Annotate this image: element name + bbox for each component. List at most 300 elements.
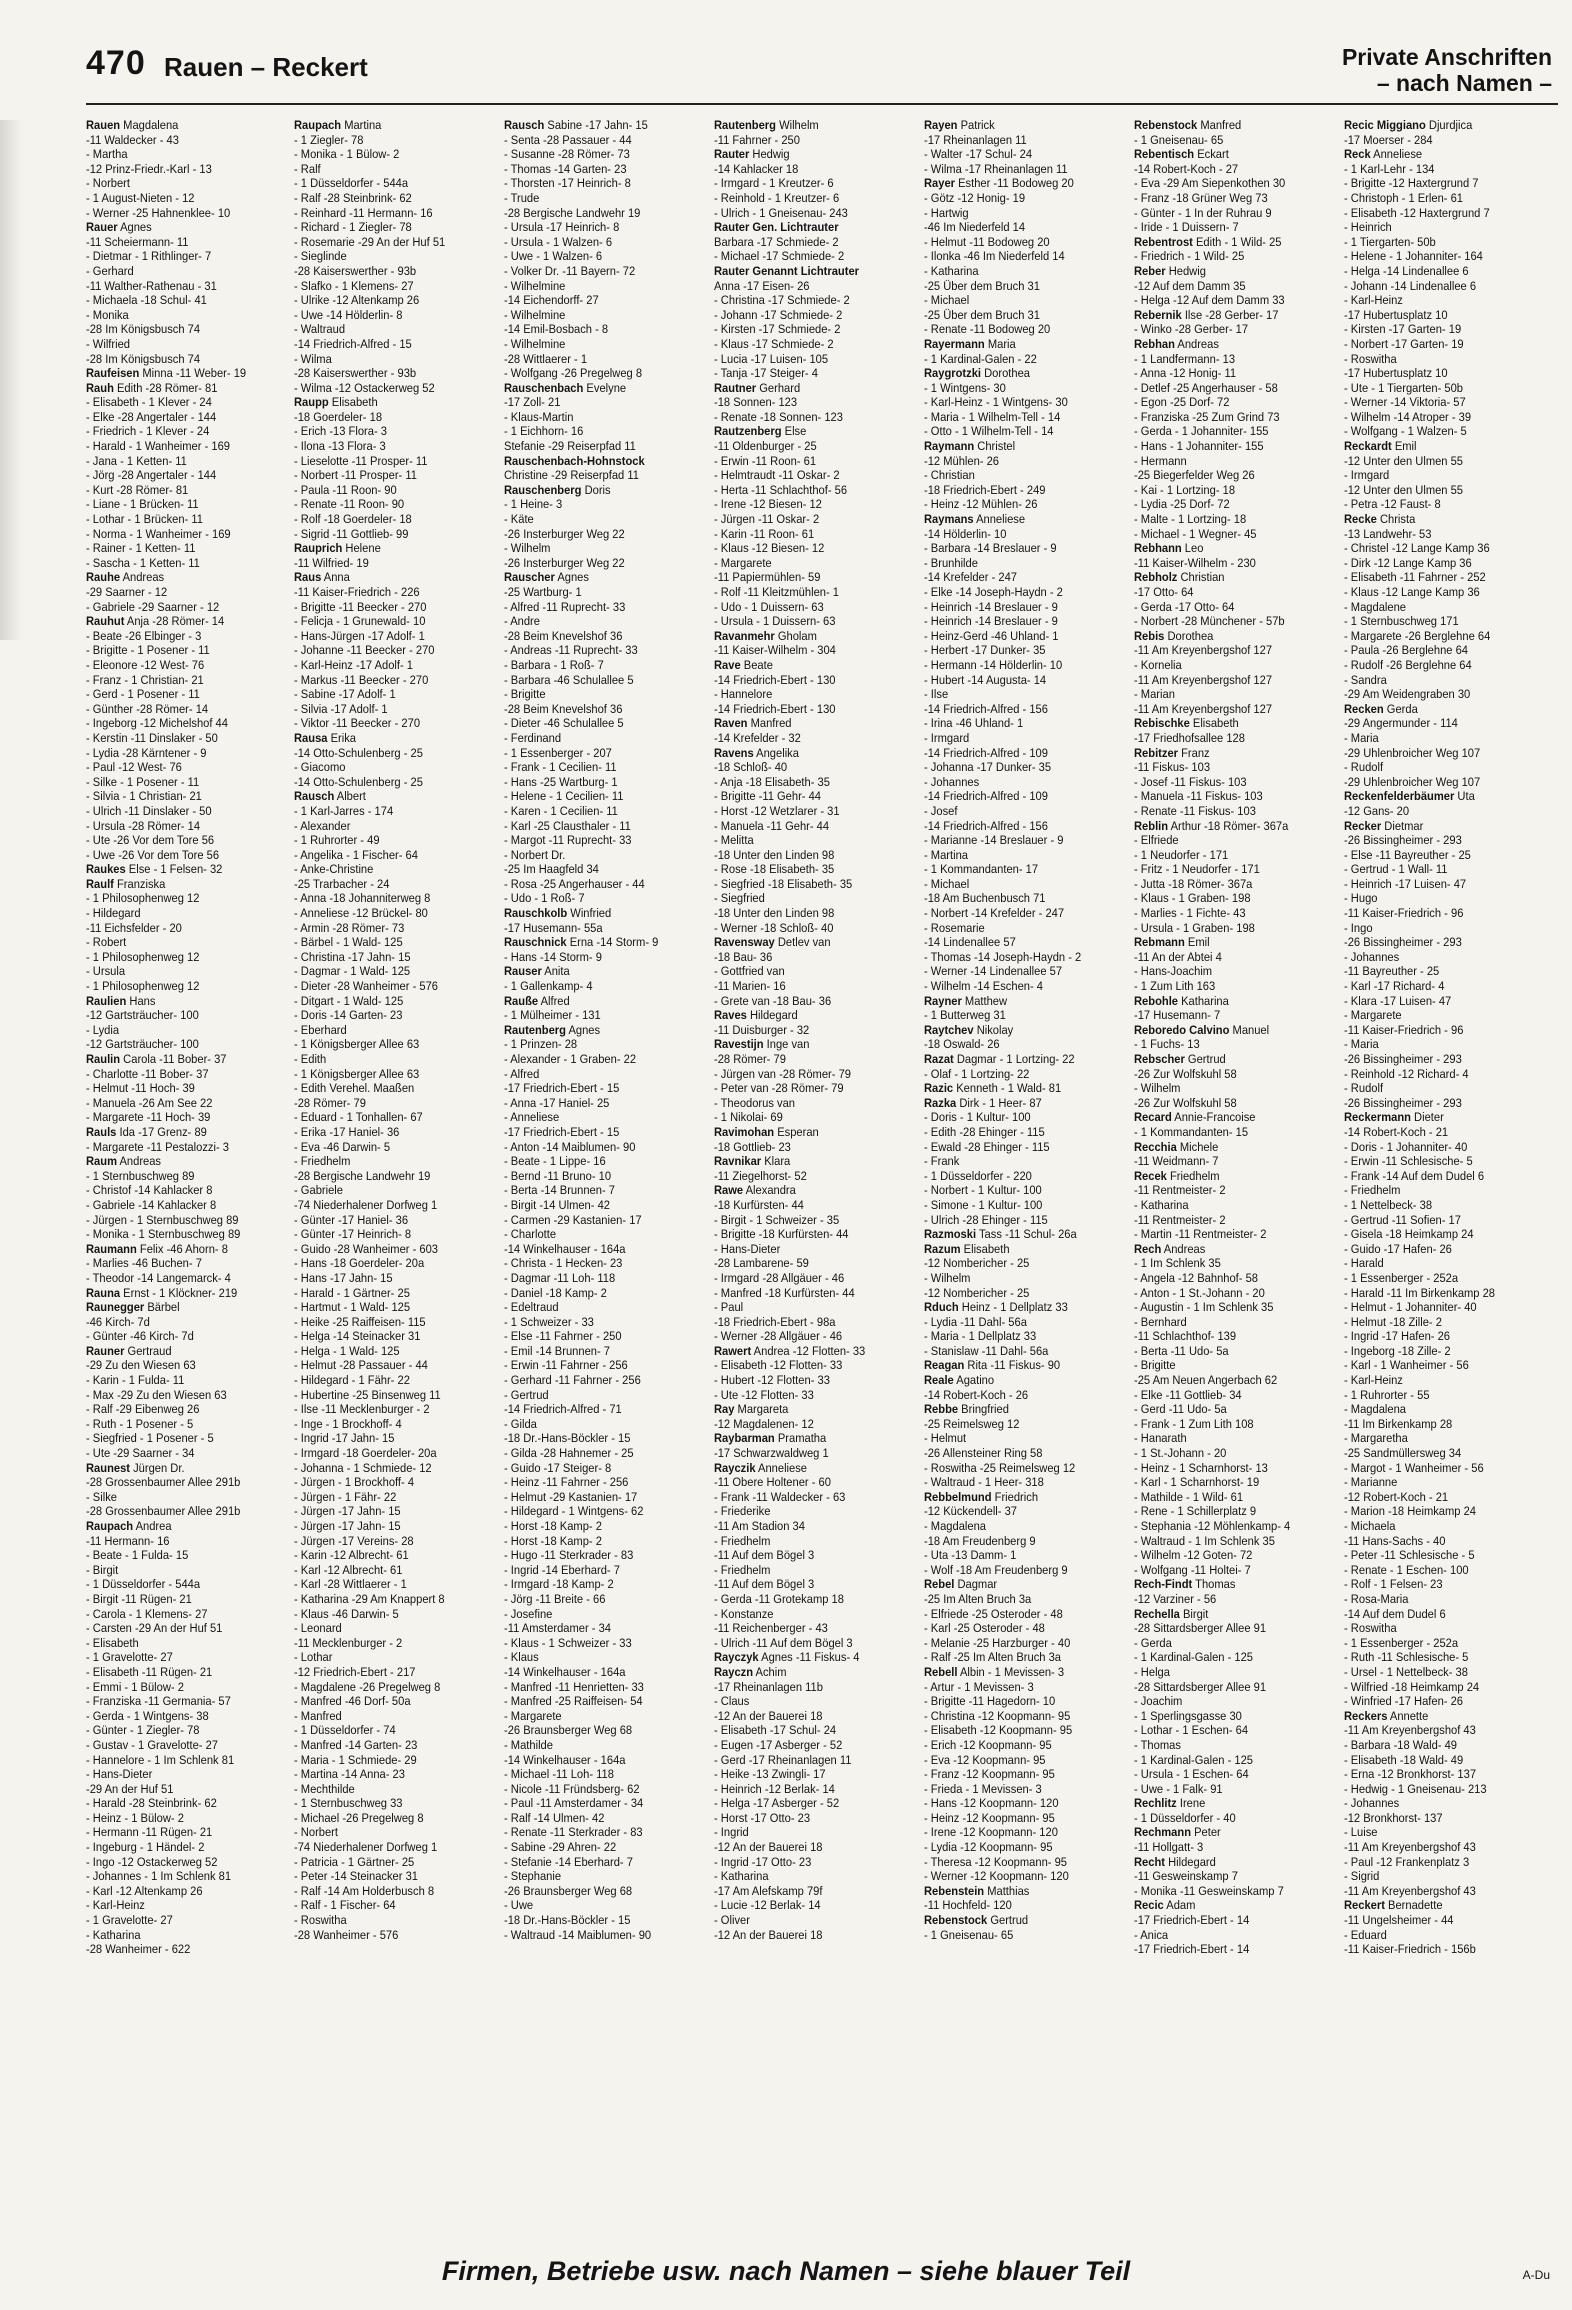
directory-entry xyxy=(1134,1227,1330,1242)
entry-text: -14 Friedrich-Alfred - 15 xyxy=(294,336,412,351)
entry-text: - Irmgard -18 Goerdeler- 20a xyxy=(294,1446,437,1461)
entry-text: - Alfred xyxy=(504,1066,540,1081)
directory-entry xyxy=(714,1081,910,1096)
directory-entry xyxy=(1344,614,1540,629)
entry-text: - 1 Wintgens- 30 xyxy=(924,380,1006,395)
directory-entry xyxy=(714,1052,910,1067)
entry-text: - Günter -17 Heinrich- 8 xyxy=(294,1227,412,1242)
directory-entry xyxy=(504,1329,700,1344)
entry-text: -11 Fiskus- 103 xyxy=(1134,760,1211,775)
directory-entry xyxy=(86,308,282,323)
directory-entry xyxy=(1344,1300,1540,1315)
directory-entry xyxy=(1134,1621,1330,1636)
surname-heading: Raygrotzki xyxy=(924,366,982,381)
entry-text: - Johanna -17 Dunker- 35 xyxy=(924,760,1052,775)
entry-text: -14 Lindenallee 57 xyxy=(924,935,1016,950)
entry-text: -11 Hermann- 16 xyxy=(86,1533,170,1548)
directory-entry xyxy=(1134,556,1330,571)
directory-entry xyxy=(86,1913,282,1928)
directory-entry xyxy=(924,439,1120,454)
entry-text: Gertrud xyxy=(987,1913,1029,1928)
entry-text: -18 Unter den Linden 98 xyxy=(714,906,835,921)
directory-entry xyxy=(1344,731,1540,746)
directory-entry xyxy=(294,1811,490,1826)
entry-text: -11 Reichenberger - 43 xyxy=(714,1621,828,1636)
directory-entry xyxy=(1134,658,1330,673)
directory-entry xyxy=(924,1169,1120,1184)
directory-entry xyxy=(294,337,490,352)
directory-entry xyxy=(1344,322,1540,337)
directory-entry xyxy=(1344,308,1540,323)
directory-entry xyxy=(1134,1154,1330,1169)
surname-heading: Raulin xyxy=(86,1052,121,1066)
directory-entry xyxy=(1134,833,1330,848)
directory-entry xyxy=(924,1811,1120,1826)
entry-text: - Hans-Dieter xyxy=(714,1241,781,1256)
directory-entry xyxy=(714,1169,910,1184)
entry-text: - 1 Heine- 3 xyxy=(504,497,563,512)
directory-entry xyxy=(504,279,700,294)
entry-text: Christian xyxy=(1177,570,1225,585)
directory-entry xyxy=(294,804,490,819)
directory-entry xyxy=(1134,570,1330,585)
directory-entry xyxy=(86,1855,282,1870)
directory-entry xyxy=(504,118,700,133)
entry-text: -14 Krefelder - 32 xyxy=(714,730,801,745)
entry-text: - Johanna - 1 Schmiede- 12 xyxy=(294,1460,432,1475)
entry-text: - Johannes xyxy=(1344,1796,1400,1811)
directory-entry xyxy=(86,1650,282,1665)
directory-entry xyxy=(1344,1052,1540,1067)
entry-text: - Margarete -26 Berglehne 64 xyxy=(1344,628,1491,643)
entry-text: -25 Biegerfelder Weg 26 xyxy=(1134,468,1255,483)
directory-entry xyxy=(504,1563,700,1578)
entry-text: - Ralf -14 Ulmen- 42 xyxy=(504,1810,605,1825)
entry-text: -14 Emil-Bosbach - 8 xyxy=(504,322,609,337)
directory-entry xyxy=(1344,1577,1540,1592)
directory-entry xyxy=(924,264,1120,279)
entry-text: Magdalena xyxy=(120,118,179,132)
directory-entry xyxy=(924,1242,1120,1257)
entry-text: Gertraud xyxy=(124,1343,172,1358)
entry-text: -12 Gans- 20 xyxy=(1344,803,1410,818)
entry-text: -25 Über dem Bruch 31 xyxy=(924,278,1040,293)
directory-entry xyxy=(86,731,282,746)
directory-entry xyxy=(714,1738,910,1753)
directory-entry xyxy=(1134,1081,1330,1096)
surname-heading: Razat xyxy=(924,1052,954,1066)
directory-entry xyxy=(504,176,700,191)
surname-heading: Rauhut xyxy=(86,614,125,629)
directory-entry xyxy=(924,921,1120,936)
surname-heading: Ravanmehr xyxy=(714,628,775,643)
surname-heading: Ray xyxy=(714,1402,735,1417)
entry-text: - Heinrich -14 Breslauer - 9 xyxy=(924,614,1058,629)
entry-text: - Stephania -12 Möhlenkamp- 4 xyxy=(1134,1519,1291,1533)
entry-text: -14 Robert-Koch - 26 xyxy=(924,1387,1029,1402)
directory-entry xyxy=(1134,527,1330,542)
directory-entry xyxy=(714,1723,910,1738)
directory-entry xyxy=(294,293,490,308)
directory-entry xyxy=(924,1548,1120,1563)
directory-entry xyxy=(294,381,490,396)
directory-entry xyxy=(86,1592,282,1607)
entry-text: - 1 Zum Lith 163 xyxy=(1134,979,1216,994)
entry-text: - Kai - 1 Lortzing- 18 xyxy=(1134,482,1236,497)
entry-text: Matthew xyxy=(961,993,1008,1008)
entry-text: - Götz -12 Honig- 19 xyxy=(924,190,1026,205)
directory-entry xyxy=(1134,176,1330,191)
directory-entry xyxy=(714,556,910,571)
entry-text: - 1 Königsberger Allee 63 xyxy=(294,1066,420,1081)
entry-text: - Bernhard xyxy=(1134,1314,1187,1329)
footer-code: A-Du xyxy=(1522,2268,1550,2282)
entry-text: - Friedrich - 1 Klever - 24 xyxy=(86,424,210,439)
directory-entry xyxy=(1344,220,1540,235)
directory-entry xyxy=(1134,162,1330,177)
surname-heading: Rebohle xyxy=(1134,993,1179,1008)
directory-entry xyxy=(504,249,700,264)
entry-text: - Wilma -12 Ostackerweg 52 xyxy=(294,380,435,395)
entry-text: - Wolfgang -26 Pregelweg 8 xyxy=(504,366,643,381)
directory-entry xyxy=(1344,979,1540,994)
surname-heading: Rauter Gen. Lichtrauter xyxy=(714,220,839,235)
entry-text: - Wilhelm -14 Atroper - 39 xyxy=(1344,409,1472,424)
entry-text: - Uwe - 1 Walzen- 6 xyxy=(504,249,603,264)
directory-entry xyxy=(924,1840,1120,1855)
entry-text: Hedwig xyxy=(749,147,790,162)
directory-entry xyxy=(1134,1884,1330,1899)
surname-heading: Rauschkolb xyxy=(504,906,568,921)
entry-text: - Harald - 1 Gärtner- 25 xyxy=(294,1285,410,1300)
entry-text: Dieter xyxy=(1410,1110,1444,1125)
entry-text: -14 Friedrich-Alfred - 156 xyxy=(924,701,1048,716)
directory-entry xyxy=(1134,1636,1330,1651)
directory-entry xyxy=(294,424,490,439)
entry-text: - Ferdinand xyxy=(504,730,562,745)
surname-heading: Recic Miggiano xyxy=(1344,118,1426,132)
entry-text: Beate xyxy=(740,657,773,672)
directory-entry xyxy=(504,483,700,498)
directory-entry xyxy=(1344,147,1540,162)
directory-entry xyxy=(504,1811,700,1826)
entry-text: - Max -29 Zu den Wiesen 63 xyxy=(86,1387,227,1402)
directory-entry xyxy=(924,1154,1120,1169)
directory-entry xyxy=(924,293,1120,308)
directory-entry xyxy=(504,673,700,688)
directory-entry xyxy=(714,1577,910,1592)
entry-text: - Inge - 1 Brockhoff- 4 xyxy=(294,1416,402,1431)
entry-text: - 1 Gravelotte- 27 xyxy=(86,1913,173,1928)
directory-entry xyxy=(924,1037,1120,1052)
entry-text: - Helmut xyxy=(924,1431,967,1446)
directory-entry xyxy=(1134,118,1330,133)
directory-entry xyxy=(1344,1183,1540,1198)
directory-entry xyxy=(714,789,910,804)
directory-entry xyxy=(924,497,1120,512)
directory-entry xyxy=(714,1183,910,1198)
entry-text: - Frank - 1 Zum Lith 108 xyxy=(1134,1416,1254,1431)
directory-entry xyxy=(1344,1169,1540,1184)
directory-entry xyxy=(1134,1315,1330,1330)
directory-entry xyxy=(294,1344,490,1359)
entry-text: - Hans-Joachim xyxy=(1134,964,1213,979)
entry-text: - Norbert xyxy=(294,1825,339,1840)
entry-text: - Irene -12 Biesen- 12 xyxy=(714,497,822,512)
entry-text: - Barbara -14 Breslauer - 9 xyxy=(924,541,1057,556)
entry-text: - Paul -12 Frankenplatz 3 xyxy=(1344,1854,1470,1869)
directory-entry xyxy=(294,279,490,294)
entry-text: - Ingeborg -18 Zille- 2 xyxy=(1344,1343,1451,1358)
directory-entry xyxy=(1134,994,1330,1009)
entry-text: - Heinrich xyxy=(1344,220,1392,235)
entry-text: -11 Schlachthof- 139 xyxy=(1134,1329,1237,1344)
directory-entry xyxy=(924,1592,1120,1607)
entry-text: - Peter van -28 Römer- 79 xyxy=(714,1081,844,1096)
directory-entry xyxy=(714,322,910,337)
surname-heading: Raupach xyxy=(86,1519,134,1533)
entry-text: - Sascha - 1 Ketten- 11 xyxy=(86,555,200,570)
directory-entry xyxy=(504,687,700,702)
directory-entry xyxy=(294,1096,490,1111)
entry-text: - 1 Düsseldorfer - 220 xyxy=(924,1168,1032,1183)
entry-text: - Anton - 1 St.-Johann - 20 xyxy=(1134,1285,1265,1300)
directory-entry xyxy=(1344,1869,1540,1884)
directory-entry xyxy=(1134,716,1330,731)
entry-text: - Helga -17 Asberger - 52 xyxy=(714,1796,840,1811)
entry-text: - Edith xyxy=(294,1052,327,1066)
surname-heading: Raymann xyxy=(924,439,975,454)
directory-entry xyxy=(714,541,910,556)
directory-entry xyxy=(714,1286,910,1301)
entry-text: - Gerda xyxy=(1134,1635,1172,1650)
directory-entry xyxy=(294,673,490,688)
entry-text: -17 Schwarzwaldweg 1 xyxy=(714,1446,829,1461)
directory-entry xyxy=(294,1140,490,1155)
entry-text: - Martin -11 Rentmeister- 2 xyxy=(1134,1227,1267,1242)
directory-entry xyxy=(1344,497,1540,512)
directory-entry xyxy=(1344,395,1540,410)
directory-entry xyxy=(924,1475,1120,1490)
directory-entry xyxy=(714,716,910,731)
surname-heading: Rauhe xyxy=(86,570,121,585)
entry-text: - Anica xyxy=(1134,1927,1169,1942)
entry-text: -11 Am Kreyenbergshof 127 xyxy=(1134,643,1273,658)
entry-text: - Hugo -11 Sterkrader - 83 xyxy=(504,1548,634,1563)
entry-text: - Franziska -25 Zum Grind 73 xyxy=(1134,409,1280,424)
directory-entry xyxy=(924,775,1120,790)
directory-entry xyxy=(294,527,490,542)
entry-text: Friedrich xyxy=(991,1489,1039,1504)
entry-text: - Hildegard - 1 Wintgens- 62 xyxy=(504,1504,644,1519)
entry-text: - Hanarath xyxy=(1134,1431,1187,1446)
directory-entry xyxy=(86,1519,282,1534)
entry-text: - Iride - 1 Duissern- 7 xyxy=(1134,220,1239,235)
entry-text: - Konstanze xyxy=(714,1606,774,1621)
directory-entry xyxy=(1344,264,1540,279)
directory-entry xyxy=(1344,1738,1540,1753)
entry-text: - Erna -12 Bronkhorst- 137 xyxy=(1344,1767,1477,1782)
entry-text: Inge van xyxy=(763,1037,810,1052)
entry-text: Albin - 1 Mevissen- 3 xyxy=(957,1664,1065,1679)
directory-entry xyxy=(924,556,1120,571)
directory-entry xyxy=(504,1213,700,1228)
surname-heading: Rechmann xyxy=(1134,1825,1192,1840)
entry-text: -14 Friedrich-Ebert - 130 xyxy=(714,672,836,687)
directory-entry xyxy=(924,994,1120,1009)
entry-text: Elisabeth xyxy=(328,395,378,410)
directory-entry xyxy=(294,1548,490,1563)
directory-entry xyxy=(1344,994,1540,1009)
directory-entry xyxy=(714,819,910,834)
directory-entry xyxy=(294,906,490,921)
entry-text: - 1 Essenberger - 252a xyxy=(1344,1270,1459,1285)
entry-text: - Klaus - 1 Schweizer - 33 xyxy=(504,1635,632,1650)
directory-entry xyxy=(924,176,1120,191)
directory-entry xyxy=(294,1183,490,1198)
entry-text: - Gerda - 1 Wintgens- 38 xyxy=(86,1708,209,1723)
entry-text: -11 Scheiermann- 11 xyxy=(86,234,189,249)
entry-text: - Kirsten -17 Schmiede- 2 xyxy=(714,322,841,337)
directory-entry xyxy=(294,833,490,848)
directory-entry xyxy=(294,1125,490,1140)
entry-text: - 1 St.-Johann - 20 xyxy=(1134,1446,1227,1461)
directory-entry xyxy=(504,819,700,834)
directory-entry xyxy=(1134,789,1330,804)
directory-entry xyxy=(294,1242,490,1257)
entry-text: - Gabriele -14 Kahlacker 8 xyxy=(86,1197,217,1212)
directory-entry xyxy=(924,614,1120,629)
entry-text: - Angela -12 Bahnhof- 58 xyxy=(1134,1270,1259,1285)
directory-entry xyxy=(714,1358,910,1373)
directory-entry xyxy=(1134,950,1330,965)
directory-entry xyxy=(86,483,282,498)
entry-text: - Gabriele -29 Saarner - 12 xyxy=(86,599,220,614)
entry-text: - Waltraud - 1 Heer- 318 xyxy=(924,1475,1044,1490)
entry-text: - Jürgen - 1 Sternbuschweg 89 xyxy=(86,1212,239,1227)
directory-entry xyxy=(504,877,700,892)
directory-entry xyxy=(504,1898,700,1913)
directory-entry xyxy=(1134,1475,1330,1490)
entry-text: -25 Am Neuen Angerbach 62 xyxy=(1134,1373,1278,1388)
entry-text: - Maria xyxy=(1344,1037,1379,1052)
entry-text: Dorothea xyxy=(1164,628,1214,643)
directory-entry xyxy=(504,643,700,658)
directory-entry xyxy=(1344,643,1540,658)
entry-text: - Silvia - 1 Christian- 21 xyxy=(86,789,202,804)
surname-heading: Rauter Genannt Lichtrauter xyxy=(714,263,859,278)
entry-text: - Wilma xyxy=(294,351,332,366)
directory-entry xyxy=(1344,1198,1540,1213)
entry-text: -18 Unter den Linden 98 xyxy=(714,847,835,862)
entry-text: - Erich -13 Flora- 3 xyxy=(294,424,387,439)
surname-heading: Recard xyxy=(1134,1110,1172,1125)
entry-text: - Katharina xyxy=(86,1927,141,1942)
entry-text: - Lydia -25 Dorf- 72 xyxy=(1134,497,1230,512)
entry-text: - 1 Sternbuschweg 89 xyxy=(86,1168,195,1183)
directory-entry xyxy=(86,614,282,629)
entry-text: -28 Wittlaerer - 1 xyxy=(504,351,588,366)
directory-entry xyxy=(294,994,490,1009)
directory-entry xyxy=(924,1723,1120,1738)
directory-entry xyxy=(1134,133,1330,148)
entry-text: -28 Bergische Landwehr 19 xyxy=(294,1168,431,1183)
entry-text: -18 Friedrich-Ebert - 98a xyxy=(714,1314,836,1329)
directory-entry xyxy=(714,352,910,367)
directory-entry xyxy=(504,1315,700,1330)
entry-text: - 1 Düsseldorfer - 40 xyxy=(1134,1810,1236,1825)
directory-entry xyxy=(714,381,910,396)
entry-text: - Rudolf xyxy=(1344,1081,1384,1096)
directory-entry xyxy=(1134,1344,1330,1359)
directory-entry xyxy=(714,1898,910,1913)
entry-text: Ilse -28 Gerber- 17 xyxy=(1181,307,1279,322)
directory-entry xyxy=(1344,1242,1540,1257)
entry-text: - Karl -12 Altenkamp 26 xyxy=(86,1883,203,1898)
entry-text: - Helga - 1 Wald- 125 xyxy=(294,1343,400,1358)
directory-entry xyxy=(714,264,910,279)
directory-entry xyxy=(924,760,1120,775)
directory-entry xyxy=(294,600,490,615)
entry-text: - Paul xyxy=(714,1300,744,1315)
entry-text: Alfred xyxy=(538,993,570,1008)
entry-text: - Sigrid -11 Gottlieb- 99 xyxy=(294,526,409,541)
directory-entry xyxy=(294,220,490,235)
entry-text: - Marianne xyxy=(1344,1475,1398,1490)
directory-entry xyxy=(1134,687,1330,702)
entry-text: - Hermann -11 Rügen- 21 xyxy=(86,1825,213,1840)
entry-text: - Angelika - 1 Fischer- 64 xyxy=(294,847,418,862)
directory-entry xyxy=(714,191,910,206)
entry-text: - Josef -11 Fiskus- 103 xyxy=(1134,774,1247,789)
entry-text: -17 Zoll- 21 xyxy=(504,395,561,410)
surname-heading: Recker xyxy=(1344,818,1382,833)
directory-entry xyxy=(714,1315,910,1330)
entry-text: - Werner -14 Lindenallee 57 xyxy=(924,964,1063,979)
entry-text: -28 Römer- 79 xyxy=(294,1095,366,1110)
directory-entry xyxy=(924,249,1120,264)
directory-entry xyxy=(504,512,700,527)
directory-entry xyxy=(714,1563,910,1578)
directory-entry xyxy=(1134,1694,1330,1709)
surname-heading: Razka xyxy=(924,1095,957,1110)
entry-text: -14 Otto-Schulenberg - 25 xyxy=(294,774,423,789)
entry-text: - Karl -12 Albrecht- 61 xyxy=(294,1562,403,1577)
directory-entry xyxy=(714,1782,910,1797)
entry-text: -11 Am Kreyenbergshof 43 xyxy=(1344,1723,1476,1738)
directory-entry xyxy=(924,527,1120,542)
entry-text: Hildegard xyxy=(1164,1854,1216,1869)
directory-entry xyxy=(924,585,1120,600)
directory-entry xyxy=(924,1898,1120,1913)
entry-text: - Rene - 1 Schillerplatz 9 xyxy=(1134,1504,1257,1519)
directory-entry xyxy=(924,1213,1120,1228)
entry-text: - Gottfried van xyxy=(714,964,785,979)
directory-entry xyxy=(714,1256,910,1271)
directory-entry xyxy=(924,1461,1120,1476)
directory-entry xyxy=(924,1534,1120,1549)
directory-entry xyxy=(504,1388,700,1403)
surname-heading: Recht xyxy=(1134,1854,1165,1869)
directory-entry xyxy=(86,1344,282,1359)
directory-entry xyxy=(1344,1227,1540,1242)
directory-entry xyxy=(86,162,282,177)
directory-entry xyxy=(714,1869,910,1884)
directory-entry xyxy=(924,308,1120,323)
directory-entry xyxy=(86,1840,282,1855)
entry-text: Barbara -17 Schmiede- 2 xyxy=(714,234,839,249)
entry-text: - Michaela -18 Schul- 41 xyxy=(86,293,207,308)
